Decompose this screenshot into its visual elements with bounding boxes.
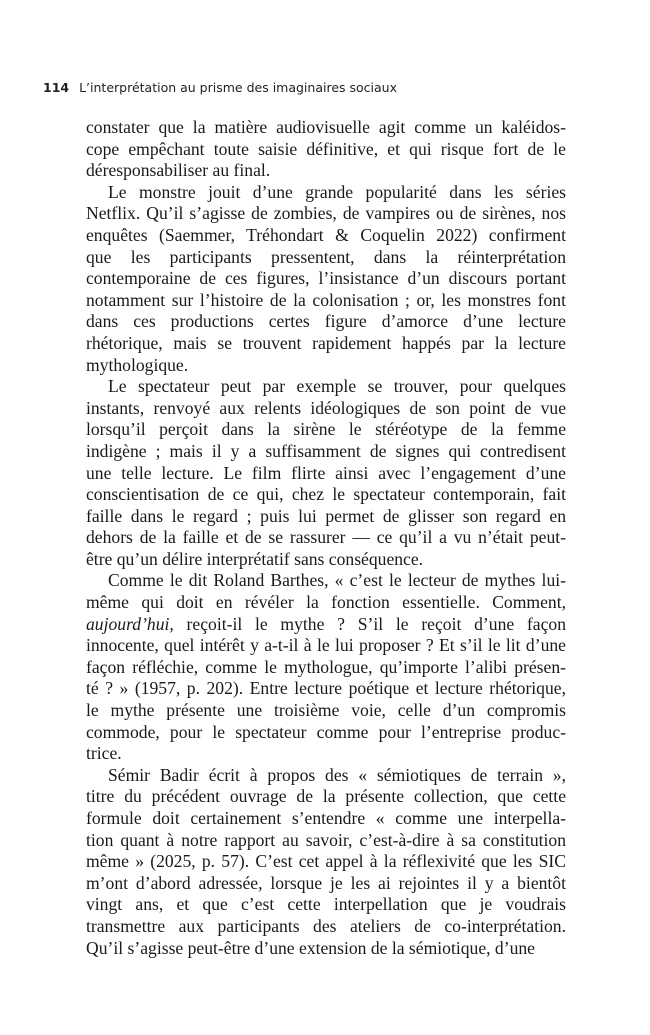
text-line: façon réfléchie, comme le mythologue, qu’importe l’alibi présen- — [86, 656, 566, 677]
text-line: faille dans le regard ; puis lui permet de glisser son regard en — [86, 505, 566, 526]
text-line: dans ces productions certes figure d’amorce d’une lecture — [86, 311, 566, 332]
text-line: même » (2025, p. 57). C’est cet appel à la réflexivité que les SIC — [86, 851, 566, 872]
text-line: déresponsabiliser au final. — [86, 160, 271, 181]
text-line: rhétorique, mais se trouvent rapidement happés par la lecture — [86, 332, 566, 353]
text-line: même qui doit en révéler la fonction essentielle. Comment, — [86, 592, 566, 613]
running-header — [43, 80, 583, 95]
text-line: Qu’il s’agisse peut-être d’une extension de la sémiotique, d’une — [86, 937, 535, 958]
text-line: conscientisation de ce qui, chez le spectateur contemporain, fait — [86, 484, 566, 505]
body-text — [86, 117, 566, 959]
text-line: lorsqu’il perçoit dans la sirène le stéréotype de la femme — [86, 419, 566, 440]
text-line: Comme le dit Roland Barthes, « c’est le lecteur de mythes lui- — [108, 570, 566, 591]
text-line: le mythe présente une troisième voie, celle d’un compromis — [86, 700, 566, 721]
text-line: instants, renvoyé aux relents idéologiques de son point de vue — [86, 397, 566, 418]
text-line: indigène ; mais il y a suffisamment de signes qui contredisent — [86, 440, 566, 461]
text-line: té ? » (1957, p. 202). Entre lecture poétique et lecture rhétorique, — [86, 678, 566, 699]
text-line: m’ont d’abord adressée, lorsque je les ai rejointes il y a bientôt — [86, 872, 566, 893]
text-line: aujourd’hui, reçoit-il le mythe ? S’il le reçoit d’une façon — [86, 613, 566, 634]
paragraph — [86, 117, 566, 182]
text-line: vingt ans, et que c’est cette interpellation que je voudrais — [86, 894, 566, 915]
text-line: enquêtes (Saemmer, Tréhondart & Coquelin 2022) confirment — [86, 224, 566, 245]
text-line: formule doit certainement s’entendre « comme une interpella- — [86, 808, 566, 828]
paragraph — [86, 376, 566, 570]
text-line: trice. — [86, 743, 122, 764]
paragraph — [86, 765, 566, 959]
text-line: tion quant à notre rapport au savoir, c’est-à-dire à sa constitution — [86, 829, 566, 850]
text-line: titre du précédent ouvrage de la présente collection, que cette — [86, 786, 566, 807]
text-line: contemporaine de ces figures, l’insistance d’un discours portant — [86, 268, 566, 289]
text-line: notamment sur l’histoire de la colonisation ; or, les monstres font — [86, 289, 566, 310]
text-line: une telle lecture. Le film flirte ainsi avec l’engagement d’une — [86, 462, 566, 483]
paragraph — [86, 182, 566, 376]
paragraph — [86, 570, 566, 764]
text-line: que les participants pressentent, dans la réinterprétation — [86, 246, 566, 267]
text-line: innocente, quel intérêt y a-t-il à le lui proposer ? Et s’il le lit d’une — [86, 635, 566, 656]
text-line: constater que la matière audiovisuelle agit comme un kaléidos- — [86, 117, 566, 137]
running-title: L’interprétation au prisme des imaginaires sociaux — [79, 80, 397, 95]
text-line: dehors de la faille et de se rassurer — ce qu’il a vu n’était peut- — [86, 527, 566, 548]
text-line: Le spectateur peut par exemple se trouver, pour quelques — [108, 376, 566, 397]
text-line: commode, pour le spectateur comme pour l’entreprise produc- — [86, 721, 566, 742]
text-line: transmettre aux participants des ateliers de co-interprétation. — [86, 915, 566, 936]
text-line: Le monstre jouit d’une grande popularité dans les séries — [108, 181, 566, 202]
text-line: être qu’un délire interprétatif sans conséquence. — [86, 548, 424, 569]
page-number: 114 — [43, 80, 70, 95]
text-line: mythologique. — [86, 354, 189, 375]
text-line: Netflix. Qu’il s’agisse de zombies, de vampires ou de sirènes, nos — [86, 203, 566, 224]
text-line: cope empêchant toute saisie définitive, et qui risque fort de le — [86, 138, 566, 159]
text-line: Sémir Badir écrit à propos des « sémiotiques de terrain », — [108, 764, 566, 785]
